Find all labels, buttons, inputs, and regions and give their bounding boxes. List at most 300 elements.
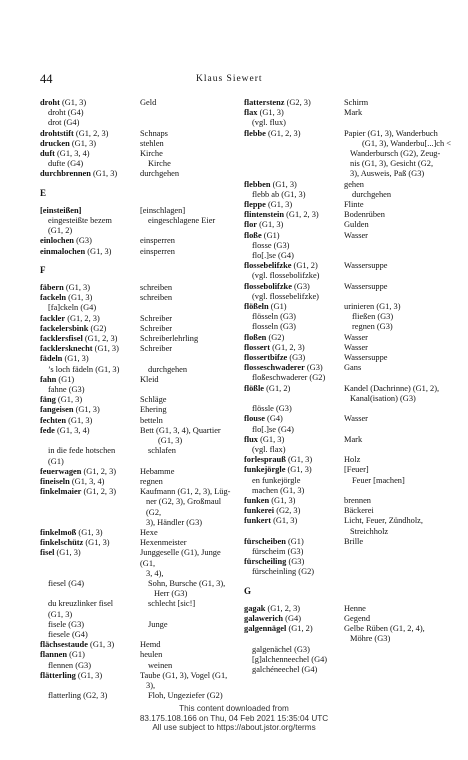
entry-headword xyxy=(40,226,148,236)
entry-definition xyxy=(352,665,458,675)
headword-text: drohtstift xyxy=(40,128,74,138)
entry-definition xyxy=(148,159,236,169)
headword-text: flannen xyxy=(40,650,67,660)
entry-definition xyxy=(140,538,236,548)
headword-text: (vgl. flax) xyxy=(252,444,286,454)
definition-line: Streichholz xyxy=(350,526,389,536)
headword-source: (G1, 2, 3) xyxy=(267,603,301,613)
entry-headword xyxy=(244,373,352,383)
headword-text: flosseschwaderer xyxy=(244,363,305,373)
entry-definition xyxy=(352,292,458,302)
dictionary-entry xyxy=(40,324,236,334)
definition-line: Möhre (G3) xyxy=(350,634,391,644)
dictionary-entry xyxy=(244,614,458,624)
headword-text: forlesprauß xyxy=(244,455,286,465)
entry-headword xyxy=(244,251,352,261)
headword-text: fahne (G3) xyxy=(48,385,85,395)
headword-source: (G1, 2, 3) xyxy=(75,128,109,138)
headword-text: droht (G4) xyxy=(48,108,84,118)
definition-line: urinieren (G1, 3) xyxy=(344,302,401,312)
dictionary-entry xyxy=(244,655,458,665)
footer-line-3: All use subject to https://about.jstor.org/terms xyxy=(152,723,316,732)
definition-line: einsperren xyxy=(140,246,175,256)
entry-headword xyxy=(40,236,140,246)
headword-text: fackeln xyxy=(40,293,67,303)
dictionary-entry xyxy=(40,579,236,599)
entry-headword xyxy=(244,547,352,557)
dictionary-entry xyxy=(244,465,458,475)
headword-text: flebben xyxy=(244,179,271,189)
dictionary-entry xyxy=(40,528,236,538)
headword-text: flössle (G3) xyxy=(252,404,292,414)
headword-source: (G1, 2, 3) xyxy=(286,210,319,220)
definition-line: Kandel (Dachrinne) (G1, 2), xyxy=(344,383,440,393)
dictionary-entry xyxy=(244,373,458,383)
definition-line: schreiben xyxy=(140,293,173,303)
headword-source: (G1, 3) xyxy=(64,354,89,364)
dictionary-entry xyxy=(244,353,458,363)
headword-text: funkerei xyxy=(244,506,275,516)
definition-line: Kirche xyxy=(140,149,163,159)
dictionary-entry xyxy=(40,610,236,620)
definition-line: Schläge xyxy=(140,395,167,405)
dictionary-entry xyxy=(244,312,458,322)
headword-text: flatterling (G2, 3) xyxy=(48,691,108,701)
entry-definition xyxy=(140,344,236,354)
definition-line: Flinte xyxy=(344,200,364,210)
entry-headword xyxy=(40,293,140,303)
entry-definition xyxy=(344,282,458,292)
entry-headword xyxy=(244,486,352,496)
definition-line: durchgehen xyxy=(140,169,180,179)
headword-text: fahn xyxy=(40,374,57,384)
definition-line: Taube (G1, 3), Vogel (G1, xyxy=(140,670,228,680)
headword-source: (G1, 3) xyxy=(94,344,119,354)
entry-headword xyxy=(244,333,344,343)
definition-line: regnen (G3) xyxy=(352,322,393,332)
entry-definition xyxy=(344,384,458,404)
headword-text: flätterling xyxy=(40,670,76,680)
entry-headword xyxy=(244,655,352,665)
entry-headword xyxy=(244,645,352,655)
entry-definition xyxy=(344,129,458,180)
dictionary-entry xyxy=(40,169,236,179)
headword-text: flosse (G3) xyxy=(252,240,290,250)
definition-line: Wasser xyxy=(344,342,368,352)
entry-definition xyxy=(140,650,236,660)
entry-headword xyxy=(40,118,148,128)
definition-line: gehen xyxy=(344,179,364,189)
dictionary-entry xyxy=(40,118,236,128)
dictionary-entry xyxy=(244,506,458,516)
dictionary-entry xyxy=(244,343,458,353)
definition-line: (G1, 3) xyxy=(158,436,183,446)
definition-line: [einschlagen] xyxy=(140,205,186,215)
entry-headword xyxy=(40,324,140,334)
dictionary-entry xyxy=(244,98,458,108)
entry-headword xyxy=(244,363,344,373)
headword-source: (G1, 2, 3) xyxy=(84,334,118,344)
headword-source: (G1, 3) xyxy=(259,108,284,118)
headword-source: (G1, 2) xyxy=(266,383,291,393)
headword-text: [einsteißen] xyxy=(40,205,82,215)
entry-headword xyxy=(244,261,344,271)
headword-source: (G1, 3) xyxy=(259,220,284,230)
entry-headword xyxy=(40,247,140,257)
dictionary-entry xyxy=(244,200,458,210)
page-number: 44 xyxy=(40,72,53,86)
entry-definition xyxy=(344,604,458,614)
definition-line: Schreiber xyxy=(140,313,173,323)
headword-text: [g]alchenneechel (G4) xyxy=(252,654,328,664)
entry-headword xyxy=(244,322,352,332)
headword-text: funkejörgle xyxy=(244,465,286,475)
entry-definition xyxy=(140,426,236,446)
dictionary-entry xyxy=(244,547,458,557)
dictionary-entry xyxy=(244,261,458,271)
entry-definition xyxy=(140,405,236,415)
entry-headword xyxy=(40,129,140,139)
headword-text: flatterstenz xyxy=(244,98,285,107)
headword-text: floßeschwaderer (G2) xyxy=(252,373,326,383)
dictionary-entry xyxy=(40,650,236,660)
headword-text: flößeln xyxy=(244,302,269,312)
definition-line: schlecht [sic!] xyxy=(148,599,196,609)
entry-definition xyxy=(140,247,236,257)
headword-text: in die fede hotschen xyxy=(48,446,116,456)
headword-text: flosseln (G3) xyxy=(252,322,296,332)
headword-text: fede xyxy=(40,425,55,435)
entry-definition xyxy=(140,548,236,579)
entry-definition xyxy=(352,645,458,655)
definition-line: Wassersuppe xyxy=(344,353,388,363)
headword-text: finkelschütz xyxy=(40,538,84,548)
entry-definition xyxy=(344,353,458,363)
entry-headword xyxy=(40,283,140,293)
entry-definition xyxy=(140,129,236,139)
dictionary-entry xyxy=(40,344,236,354)
headword-text: (G1) xyxy=(48,456,64,466)
entry-headword xyxy=(244,302,344,312)
definition-line: schreiben xyxy=(140,283,173,293)
entry-definition xyxy=(352,118,458,128)
entry-headword xyxy=(40,477,140,487)
dictionary-entry xyxy=(244,241,458,251)
entry-headword xyxy=(244,435,344,445)
entry-headword xyxy=(244,108,344,118)
entry-definition xyxy=(140,293,236,303)
definition-line: Feuer [machen] xyxy=(352,475,405,485)
entry-headword xyxy=(244,465,344,475)
dictionary-entry xyxy=(244,557,458,567)
headword-text: fackelersbink xyxy=(40,323,89,333)
entry-headword xyxy=(40,416,140,426)
definition-line: Wassersuppe xyxy=(344,281,388,291)
entry-headword xyxy=(244,445,352,455)
dictionary-entry xyxy=(40,236,236,246)
dictionary-entry xyxy=(40,283,236,293)
entry-definition xyxy=(148,226,236,236)
entry-headword xyxy=(40,365,148,375)
definition-line: Wassersuppe xyxy=(344,261,388,271)
dictionary-entry xyxy=(40,226,236,236)
headword-source: (G1, 3) xyxy=(92,169,118,179)
headword-source: (G1, 3) xyxy=(75,405,100,415)
headword-source: (G1, 3) xyxy=(90,640,115,650)
headword-text: dufte (G4) xyxy=(48,159,84,169)
dictionary-entry xyxy=(40,159,236,169)
dictionary-entry xyxy=(40,395,236,405)
headword-source: (G1) xyxy=(58,374,75,384)
dictionary-entry xyxy=(244,251,458,261)
definition-line: Junge xyxy=(148,619,168,629)
definition-line: ner (G2, 3), Großmaul (G2, xyxy=(146,497,222,517)
dictionary-entry xyxy=(40,538,236,548)
definition-line: Gulden xyxy=(344,220,369,230)
entry-definition xyxy=(140,149,236,159)
entry-definition xyxy=(148,661,236,671)
definition-line: Wasser xyxy=(344,332,368,342)
headword-text: flebbe xyxy=(244,128,266,138)
entry-headword xyxy=(244,604,344,614)
entry-headword xyxy=(40,334,140,344)
definition-line: Schreiber xyxy=(140,323,173,333)
entry-definition xyxy=(140,467,236,477)
headword-text: flo[.]se (G4) xyxy=(252,424,294,434)
entry-headword xyxy=(244,614,344,624)
dictionary-entry xyxy=(244,108,458,118)
entry-headword xyxy=(244,343,344,353)
headword-source: (G1, 3) xyxy=(85,538,110,548)
definition-line: Floh, Ungeziefer (G2) xyxy=(148,691,223,701)
headword-text: flintenstein xyxy=(244,210,285,220)
entry-headword xyxy=(244,118,352,128)
entry-definition xyxy=(344,363,458,373)
headword-text: (vgl. flux) xyxy=(252,118,286,128)
dictionary-entry xyxy=(40,630,236,640)
entry-headword xyxy=(40,159,148,169)
entry-definition xyxy=(344,614,458,624)
right-column xyxy=(244,98,458,675)
dictionary-entry xyxy=(40,216,236,226)
entry-definition xyxy=(344,302,458,312)
entry-headword xyxy=(244,557,344,567)
headword-text: funken xyxy=(244,495,270,505)
headword-text: galchéneechel (G4) xyxy=(252,664,318,674)
entry-headword xyxy=(244,129,344,180)
headword-text: flux xyxy=(244,434,258,444)
entry-headword xyxy=(40,630,148,640)
entry-definition xyxy=(344,465,458,475)
entry-definition xyxy=(344,200,458,210)
dictionary-entry xyxy=(40,620,236,630)
definition-line: Hemd xyxy=(140,640,161,650)
running-header-author: Klaus Siewert xyxy=(196,74,263,84)
headword-text: flo[.]se (G4) xyxy=(252,251,294,261)
entry-headword xyxy=(244,455,344,465)
headword-source: (G1, 3) xyxy=(65,283,91,293)
definition-line: Junggeselle (G1), Junge (G1, xyxy=(140,548,221,568)
dictionary-entry xyxy=(40,446,236,456)
entry-definition xyxy=(140,354,236,364)
headword-source: (G1, 2) xyxy=(288,624,313,634)
entry-definition xyxy=(140,139,236,149)
dictionary-entry xyxy=(40,416,236,426)
entry-definition xyxy=(352,655,458,665)
entry-definition xyxy=(352,404,458,414)
footer-line-1: This content downloaded from xyxy=(179,704,289,713)
dictionary-entry xyxy=(40,457,236,467)
headword-text: du kreuzlinker fisel xyxy=(48,599,114,609)
entry-headword xyxy=(40,579,148,599)
entry-headword xyxy=(40,599,148,609)
entry-headword xyxy=(244,282,344,292)
headword-text: flossebolifzke xyxy=(244,281,292,291)
entry-headword xyxy=(40,385,148,395)
dictionary-entry xyxy=(244,476,458,486)
entry-definition xyxy=(352,251,458,261)
entry-definition xyxy=(344,557,458,567)
headword-source: (G3) xyxy=(294,281,310,291)
headword-source: (G4) xyxy=(285,613,301,623)
left-column xyxy=(40,98,236,701)
definition-line: Kaufmann (G1, 2, 3), Lüg- xyxy=(140,487,231,497)
entry-headword xyxy=(244,537,344,547)
headword-text: funkert xyxy=(244,516,271,526)
dictionary-entry xyxy=(40,365,236,375)
entry-definition xyxy=(344,516,458,536)
headword-source: (G2, 3) xyxy=(286,98,311,107)
dictionary-entry xyxy=(40,129,236,139)
definition-line: regnen xyxy=(140,476,163,486)
headword-text: fürscheiling xyxy=(244,557,287,567)
definition-line: Licht, Feuer, Zündholz, xyxy=(344,516,423,526)
definition-line: fließen (G3) xyxy=(352,312,394,322)
entry-headword xyxy=(244,425,352,435)
entry-headword xyxy=(244,292,352,302)
entry-headword xyxy=(244,312,352,322)
definition-line: Ehering xyxy=(140,405,167,415)
headword-text: fürscheim (G3) xyxy=(252,546,304,556)
dictionary-entry xyxy=(244,624,458,644)
entry-headword xyxy=(40,314,140,324)
headword-source: (G1, 3, 4) xyxy=(57,149,90,159)
entry-headword xyxy=(40,650,140,660)
entry-definition xyxy=(140,324,236,334)
headword-text: flösseln (G3) xyxy=(252,312,296,322)
entry-headword xyxy=(40,375,140,385)
definition-line: 3), Händler (G3) xyxy=(146,517,203,527)
entry-definition xyxy=(352,373,458,383)
headword-text: fürscheinling (G2) xyxy=(252,567,315,577)
headword-source: (G1, 3) xyxy=(61,98,87,107)
entry-definition xyxy=(140,477,236,487)
dictionary-entry xyxy=(244,435,458,445)
entry-headword xyxy=(244,506,344,516)
entry-definition xyxy=(140,98,236,108)
dictionary-entry xyxy=(244,282,458,292)
definition-line: Schnaps xyxy=(140,128,168,138)
dictionary-entry xyxy=(244,333,458,343)
entry-definition xyxy=(344,435,458,445)
headword-text: finkelmaier xyxy=(40,487,82,497)
headword-source: (G1, 3) xyxy=(273,516,298,526)
headword-text: flor xyxy=(244,220,258,230)
dictionary-entry xyxy=(40,149,236,159)
headword-text: flächsestaude xyxy=(40,640,88,650)
headword-text: (G1, 2) xyxy=(48,226,73,236)
definition-line: schlafen xyxy=(148,446,176,456)
entry-headword xyxy=(244,190,352,200)
dictionary-entry xyxy=(244,537,458,547)
definition-line: durchgehen xyxy=(148,364,188,374)
dictionary-entry xyxy=(244,363,458,373)
headword-source: (G1, 3) xyxy=(78,527,103,537)
section-heading-f: F xyxy=(40,264,46,275)
definition-line: Schreiberlehrling xyxy=(140,334,199,344)
entry-definition xyxy=(344,333,458,343)
definition-line: Bäckerei xyxy=(344,506,374,516)
definition-line: 3), xyxy=(146,680,156,690)
entry-definition xyxy=(148,691,236,701)
entry-headword xyxy=(40,98,140,108)
entry-definition xyxy=(148,610,236,620)
headword-text: floßen xyxy=(244,332,267,342)
headword-text: fineiseln xyxy=(40,476,70,486)
dictionary-entry xyxy=(40,640,236,650)
dictionary-entry xyxy=(40,108,236,118)
entry-headword xyxy=(40,671,140,691)
headword-text: fäng xyxy=(40,395,56,405)
entry-definition xyxy=(148,365,236,375)
definition-line: Kleid xyxy=(140,374,159,384)
entry-headword xyxy=(40,149,140,159)
entry-definition xyxy=(140,206,236,216)
entry-headword xyxy=(244,353,344,363)
definition-line: Bett (G1, 3, 4), Quartier xyxy=(140,425,221,435)
entry-headword xyxy=(244,384,344,404)
headword-source: (G2, 3) xyxy=(276,506,301,516)
headword-text: floße xyxy=(244,230,262,240)
dictionary-entry xyxy=(40,385,236,395)
dictionary-entry xyxy=(40,426,236,446)
headword-source: (G1, 3) xyxy=(68,293,93,303)
entry-headword xyxy=(40,405,140,415)
headword-source: (G3) xyxy=(76,236,92,246)
entry-definition xyxy=(148,620,236,630)
entry-definition xyxy=(148,385,236,395)
dictionary-entry xyxy=(244,516,458,536)
headword-text: eingesteißte bezem xyxy=(48,216,112,226)
entry-definition xyxy=(148,457,236,467)
entry-definition xyxy=(352,312,458,322)
headword-text: (G1, 3) xyxy=(48,609,73,619)
entry-headword xyxy=(40,354,140,364)
entry-headword xyxy=(40,206,140,216)
entry-definition xyxy=(352,271,458,281)
dictionary-entry xyxy=(244,118,458,128)
headword-text: fisele (G3) xyxy=(48,619,85,629)
definition-line: einsperren xyxy=(140,236,175,246)
entry-headword xyxy=(40,548,140,579)
dictionary-entry xyxy=(244,665,458,675)
entry-definition xyxy=(352,567,458,577)
headword-source: (G1, 3, 4) xyxy=(56,425,90,435)
entry-definition xyxy=(344,496,458,506)
headword-source: (G1, 3) xyxy=(287,465,312,475)
definition-line: Holz xyxy=(344,455,361,465)
headword-text: flossert xyxy=(244,342,271,352)
